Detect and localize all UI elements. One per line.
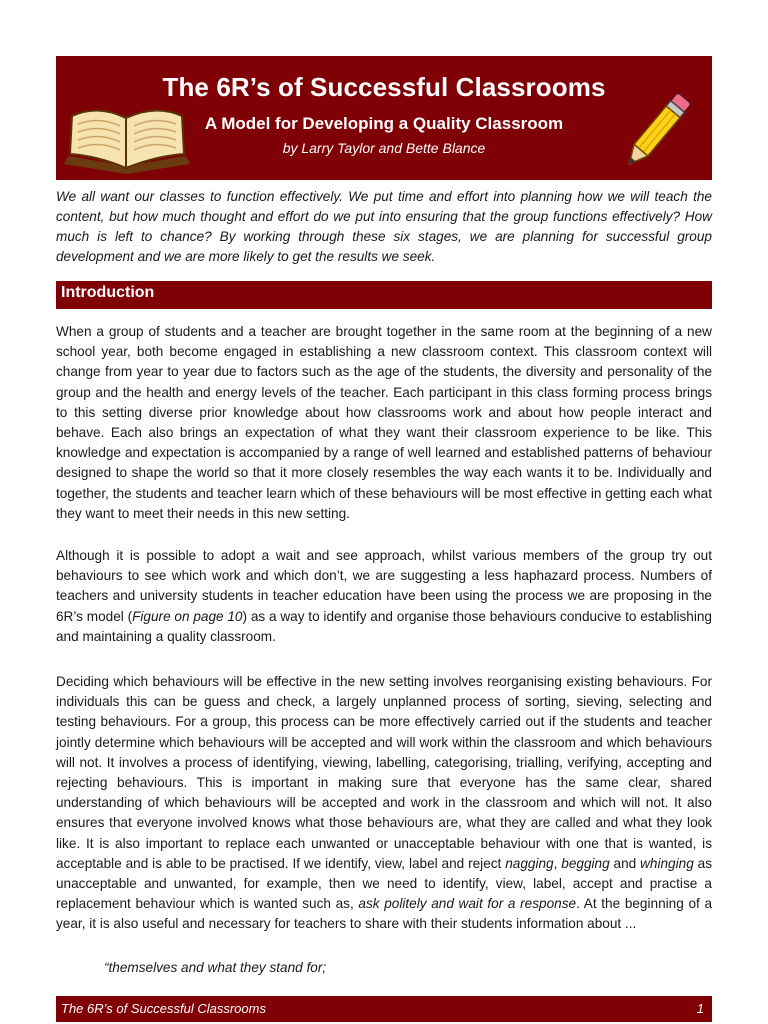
section-heading: Introduction [61,284,155,301]
quote-line: “themselves and what they stand for; [104,960,327,975]
open-book-icon [62,94,192,178]
emphasis-nagging: nagging [505,855,554,871]
document-subtitle: A Model for Developing a Quality Classroom [204,114,564,133]
document-byline: by Larry Taylor and Bette Blance [282,140,486,156]
emphasis-whinging: whinging [640,855,694,871]
paragraph-text: ) as a way to identify and organise those behaviours conducive to establishing and maintaining a quality classroom. [56,608,712,644]
document-title: The 6R’s of Successful Classrooms [162,72,606,102]
page-number: 1 [696,1001,704,1016]
emphasis-begging: begging [561,855,610,871]
body-paragraph-3 [56,672,712,935]
intro-paragraph: We all want our classes to function effectively. We put time and effort into planning how we will teach the content, but how much thought and effort do we put into ensuring that the group functions effectively? How much is left to chance? By working through these six stages, we are planning for successful group development and we are more likely to get the results we seek. [56,189,712,264]
paragraph-text: Although it is possible to adopt a wait and see approach, whilst various members of the group try out behaviours to see which work and which don’t, we are suggesting a less haphazard process. Numbers of teachers and university students in teacher education have been using the process we are proposing in the 6R’s model ( [56,548,712,624]
section-heading-bar [56,281,712,309]
pencil-icon [614,86,700,176]
body-paragraph-1: When a group of students and a teacher are brought together in the same room at the beginning of a new school year, both become engaged in establishing a new classroom context. This classroom context will change from year to year due to factors such as the age of the students, the diversity and personality of the group and the health and energy levels of the teacher. Each participant in this class forming process brings to this setting diverse prior knowledge about how classrooms work and about how people interact and behave. Each also brings an expectation of what they want their classroom experience to be like. This knowledge and expectation is accompanied by a range of well learned and established patterns of behaviour designed to shape the world so that it more closely resembles the way each wants it to be. Individually and together, the students and teacher learn which of these behaviours will be most effective in getting each what they want to meet their needs in this new setting. [56,324,712,521]
paragraph-text: . At the beginning of a year, it is also useful and necessary for teachers to share with their students information about ... [56,896,712,932]
body-paragraph-2 [56,546,712,647]
paragraph-text: , [553,855,562,871]
page-footer [56,996,712,1022]
paragraph-text: as unacceptable and unwanted, for example, then we need to identify, view, label, accept and practise a replacement behaviour which is wanted such as, [56,855,712,912]
figure-reference: Figure on page 10 [132,608,243,624]
emphasis-ask-politely: ask politely and wait for a response [358,896,577,912]
paragraph-text: Deciding which behaviours will be effective in the new setting involves reorganising existing behaviours. For individuals this can be guess and check, a largely unplanned process of sorting, sieving, selecting and testing behaviours. For a group, this process can be more effectively carried out if the students and teacher jointly determine which behaviours will be accepted and will work within the classroom and which behaviours will not. It involves a process of identifying, viewing, labelling, categorising, trialling, verifying, accepting and rejecting behaviours. This is important in making sure that everyone has the same clear, shared understanding of which behaviours will be accepted and work in the classroom and which will not. It also ensures that everyone involved knows what those behaviours are, what they are called and what they look like. It is also important to replace each unwanted or unacceptable behaviour with one that is wanted, is acceptable and is able to be practised. If we identify, view, label and reject [56,674,712,871]
title-banner [56,56,712,180]
paragraph-text: and [609,855,641,871]
footer-title: The 6R’s of Successful Classrooms [61,1001,266,1016]
